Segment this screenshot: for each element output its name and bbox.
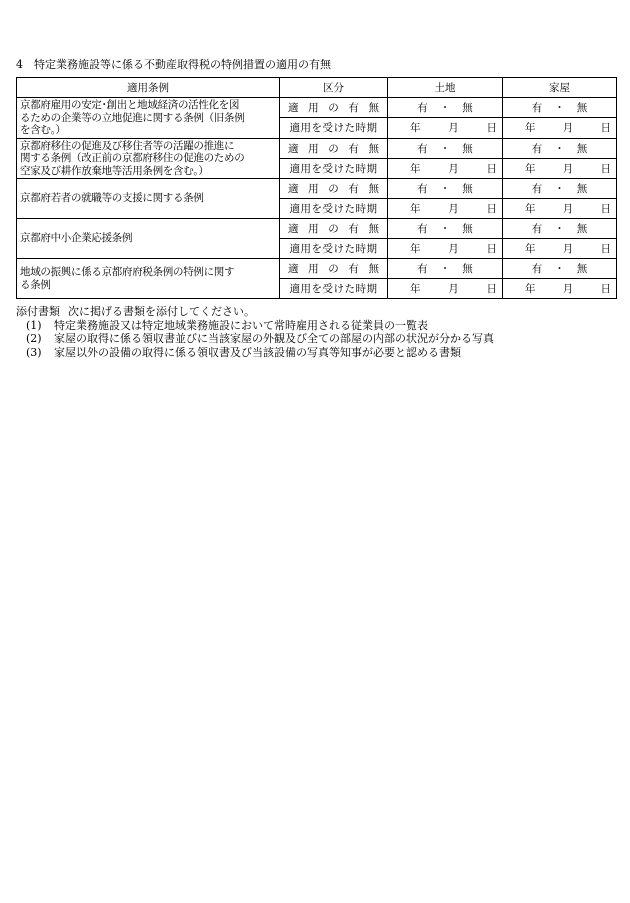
house-date-units <box>503 161 616 176</box>
header-house: 家屋 <box>503 78 617 98</box>
date-unit: 日 <box>600 243 611 255</box>
ordinance-line: 京都府雇用の安定･創出と地域経済の活性化を図 <box>20 99 240 111</box>
ordinance-cell <box>17 138 280 179</box>
category-char: 無 <box>368 183 379 195</box>
separator-dot: ・ <box>439 263 451 275</box>
header-land: 土地 <box>388 78 503 98</box>
date-unit: 月 <box>562 122 574 135</box>
attachment-text: 特定業務施設又は特定地域業務施設において常時雇用される従業員の一覧表 <box>54 318 428 332</box>
land-applied-cell <box>388 179 503 199</box>
house-applied-cell <box>503 219 617 239</box>
header-ordinance: 適用条例 <box>17 78 280 98</box>
attachment-item <box>16 332 494 346</box>
ordinance-line: 地域の振興に係る京都府府税条例の特例に関す <box>20 266 235 278</box>
category-char: 無 <box>368 142 379 155</box>
land-applied-cell <box>388 259 503 279</box>
category-char: 用 <box>308 183 319 195</box>
separator-dot: ・ <box>554 223 565 235</box>
category-applied-label <box>282 141 385 156</box>
house-applied-cell <box>503 179 617 199</box>
date-unit: 年 <box>525 162 536 175</box>
date-unit: 月 <box>562 243 574 255</box>
category-applied-label <box>282 221 385 236</box>
date-unit: 年 <box>525 283 536 295</box>
yes-option: 有 <box>417 183 428 195</box>
house-yes-no <box>503 100 616 115</box>
date-unit: 日 <box>600 203 611 215</box>
separator-dot: ・ <box>554 183 565 195</box>
table-row <box>17 219 617 239</box>
date-unit: 月 <box>448 243 459 255</box>
separator-dot: ・ <box>554 263 565 275</box>
attachment-number: (2) <box>26 332 42 345</box>
no-option: 無 <box>576 183 588 195</box>
attachments-list <box>16 319 494 360</box>
house-applied-cell <box>503 98 617 118</box>
no-option: 無 <box>576 223 588 235</box>
category-char: 適 <box>288 263 299 275</box>
attachments-label: 添付書類 <box>16 305 60 318</box>
category-char: の <box>328 223 339 235</box>
table-header-row <box>17 78 617 98</box>
category-applied-date: 適用を受けた時期 <box>280 279 388 299</box>
date-unit: 年 <box>410 243 421 255</box>
date-unit: 年 <box>410 122 421 135</box>
date-unit: 月 <box>562 283 574 295</box>
category-applied <box>280 138 388 158</box>
attachment-text: 家屋以外の設備の取得に係る領収書及び当該設備の写真等知事が必要と認める書類 <box>54 345 461 359</box>
house-yes-no <box>503 181 616 196</box>
land-applied-cell <box>388 98 503 118</box>
category-char: 有 <box>348 102 359 115</box>
attachment-number: (3) <box>26 345 42 359</box>
date-unit: 年 <box>410 203 421 215</box>
date-unit: 日 <box>486 203 497 215</box>
separator-dot: ・ <box>554 142 565 155</box>
date-unit: 月 <box>562 203 574 215</box>
category-char: 有 <box>348 263 359 275</box>
no-option: 無 <box>462 102 473 115</box>
house-date-cell <box>503 239 617 259</box>
yes-option: 有 <box>417 102 428 115</box>
house-applied-cell <box>503 138 617 158</box>
no-option: 無 <box>462 183 473 195</box>
category-applied-date: 適用を受けた時期 <box>280 158 388 178</box>
house-applied-cell <box>503 259 617 279</box>
date-unit: 年 <box>525 243 536 255</box>
table-row <box>17 179 617 199</box>
ordinance-line: 関する条例（改正前の京都府移住の促進のための <box>20 152 245 164</box>
category-char: 用 <box>308 142 319 155</box>
ordinance-line: るための企業等の立地促進に関する条例（旧条例 <box>20 111 245 124</box>
section-heading: 4 特定業務施設等に係る不動産取得税の特例措置の適用の有無 <box>16 58 331 71</box>
category-char: 無 <box>368 263 379 275</box>
land-date-cell <box>388 118 503 138</box>
ordinance-line: 空家及び耕作放棄地等活用条例を含む。） <box>20 164 209 177</box>
house-yes-no <box>503 261 616 276</box>
category-char: 無 <box>368 102 379 115</box>
separator-dot: ・ <box>439 223 451 235</box>
separator-dot: ・ <box>439 183 451 195</box>
no-option: 無 <box>462 223 473 235</box>
category-char: 適 <box>288 183 299 195</box>
ordinance-cell <box>17 259 280 299</box>
land-date-units <box>388 241 502 256</box>
attachment-item <box>16 319 494 333</box>
date-unit: 年 <box>525 122 536 135</box>
land-date-units <box>388 161 502 176</box>
land-yes-no <box>388 141 502 156</box>
house-date-units <box>503 120 616 135</box>
date-unit: 日 <box>600 122 611 135</box>
category-char: 有 <box>348 142 359 155</box>
no-option: 無 <box>462 263 473 275</box>
date-unit: 日 <box>486 122 497 135</box>
yes-option: 有 <box>531 183 543 195</box>
date-unit: 年 <box>525 203 536 215</box>
category-char: 適 <box>288 223 299 235</box>
category-char: の <box>328 183 339 195</box>
attachment-text: 家屋の取得に係る領収書並びに当該家屋の外観及び全ての部屋の内部の状況が分かる写真 <box>54 332 494 345</box>
category-char: の <box>328 102 339 115</box>
land-date-units <box>388 281 502 296</box>
date-unit: 月 <box>448 162 459 175</box>
attachments-section <box>16 305 494 359</box>
date-unit: 月 <box>562 162 574 175</box>
no-option: 無 <box>576 102 588 115</box>
category-char: の <box>328 263 339 275</box>
category-char: の <box>328 142 339 155</box>
house-date-units <box>503 281 616 296</box>
land-applied-cell <box>388 138 503 158</box>
house-date-cell <box>503 118 617 138</box>
yes-option: 有 <box>531 223 543 235</box>
category-char: 用 <box>308 263 319 275</box>
land-yes-no <box>388 100 502 115</box>
land-yes-no <box>388 221 502 236</box>
date-unit: 日 <box>486 243 497 255</box>
date-unit: 日 <box>486 283 497 295</box>
special-measures-table <box>16 77 617 299</box>
attachments-intro: 次に掲げる書類を添付してください。 <box>68 305 255 318</box>
date-unit: 日 <box>486 162 497 175</box>
table-row <box>17 138 617 158</box>
date-unit: 日 <box>600 162 611 175</box>
category-applied-label <box>282 181 385 196</box>
category-char: 用 <box>308 102 319 115</box>
house-date-cell <box>503 199 617 219</box>
separator-dot: ・ <box>554 102 565 115</box>
category-applied-label <box>282 261 385 276</box>
category-char: 無 <box>368 223 379 235</box>
category-applied-date: 適用を受けた時期 <box>280 239 388 259</box>
yes-option: 有 <box>531 142 543 155</box>
land-date-cell <box>388 239 503 259</box>
yes-option: 有 <box>531 263 543 275</box>
category-applied <box>280 98 388 118</box>
yes-option: 有 <box>417 142 428 155</box>
category-char: 適 <box>288 142 299 155</box>
house-date-cell <box>503 279 617 299</box>
date-unit: 年 <box>410 283 421 295</box>
house-yes-no <box>503 221 616 236</box>
category-char: 有 <box>348 183 359 195</box>
separator-dot: ・ <box>439 102 451 115</box>
category-applied <box>280 219 388 239</box>
ordinance-line: る条例 <box>20 278 51 291</box>
header-category: 区分 <box>280 78 388 98</box>
ordinance-line: 京都府若者の就職等の支援に関する条例 <box>20 192 204 205</box>
ordinance-line: を含む。） <box>20 124 66 136</box>
land-date-cell <box>388 279 503 299</box>
attachment-item <box>16 346 494 360</box>
category-char: 有 <box>348 223 359 235</box>
separator-dot: ・ <box>439 142 451 155</box>
yes-option: 有 <box>417 223 428 235</box>
no-option: 無 <box>576 142 588 155</box>
land-date-cell <box>388 158 503 178</box>
date-unit: 月 <box>448 122 459 135</box>
house-yes-no <box>503 141 616 156</box>
ordinance-line: 京都府中小企業応援条例 <box>20 232 133 245</box>
category-applied-label <box>282 100 385 115</box>
table-body <box>17 98 617 299</box>
land-yes-no <box>388 181 502 196</box>
category-applied <box>280 179 388 199</box>
land-date-units <box>388 201 502 216</box>
yes-option: 有 <box>531 102 543 115</box>
category-applied-date: 適用を受けた時期 <box>280 118 388 138</box>
house-date-units <box>503 201 616 216</box>
date-unit: 月 <box>448 203 459 215</box>
ordinance-cell <box>17 179 280 219</box>
category-applied-date: 適用を受けた時期 <box>280 199 388 219</box>
category-char: 用 <box>308 223 319 235</box>
house-date-cell <box>503 158 617 178</box>
land-yes-no <box>388 261 502 276</box>
land-applied-cell <box>388 219 503 239</box>
no-option: 無 <box>462 142 473 155</box>
date-unit: 月 <box>448 283 459 295</box>
category-char: 適 <box>288 102 299 115</box>
ordinance-cell <box>17 219 280 259</box>
table-row <box>17 259 617 279</box>
no-option: 無 <box>576 263 588 275</box>
attachment-number: (1) <box>26 318 42 332</box>
date-unit: 日 <box>600 283 611 295</box>
house-date-units <box>503 241 616 256</box>
category-applied <box>280 259 388 279</box>
ordinance-line: 京都府移住の促進及び移住者等の活躍の推進に <box>20 139 235 152</box>
ordinance-cell <box>17 98 280 139</box>
attachments-lead <box>16 305 494 319</box>
land-date-units <box>388 120 502 135</box>
land-date-cell <box>388 199 503 219</box>
yes-option: 有 <box>417 263 428 275</box>
date-unit: 年 <box>410 162 421 175</box>
table-row <box>17 98 617 118</box>
